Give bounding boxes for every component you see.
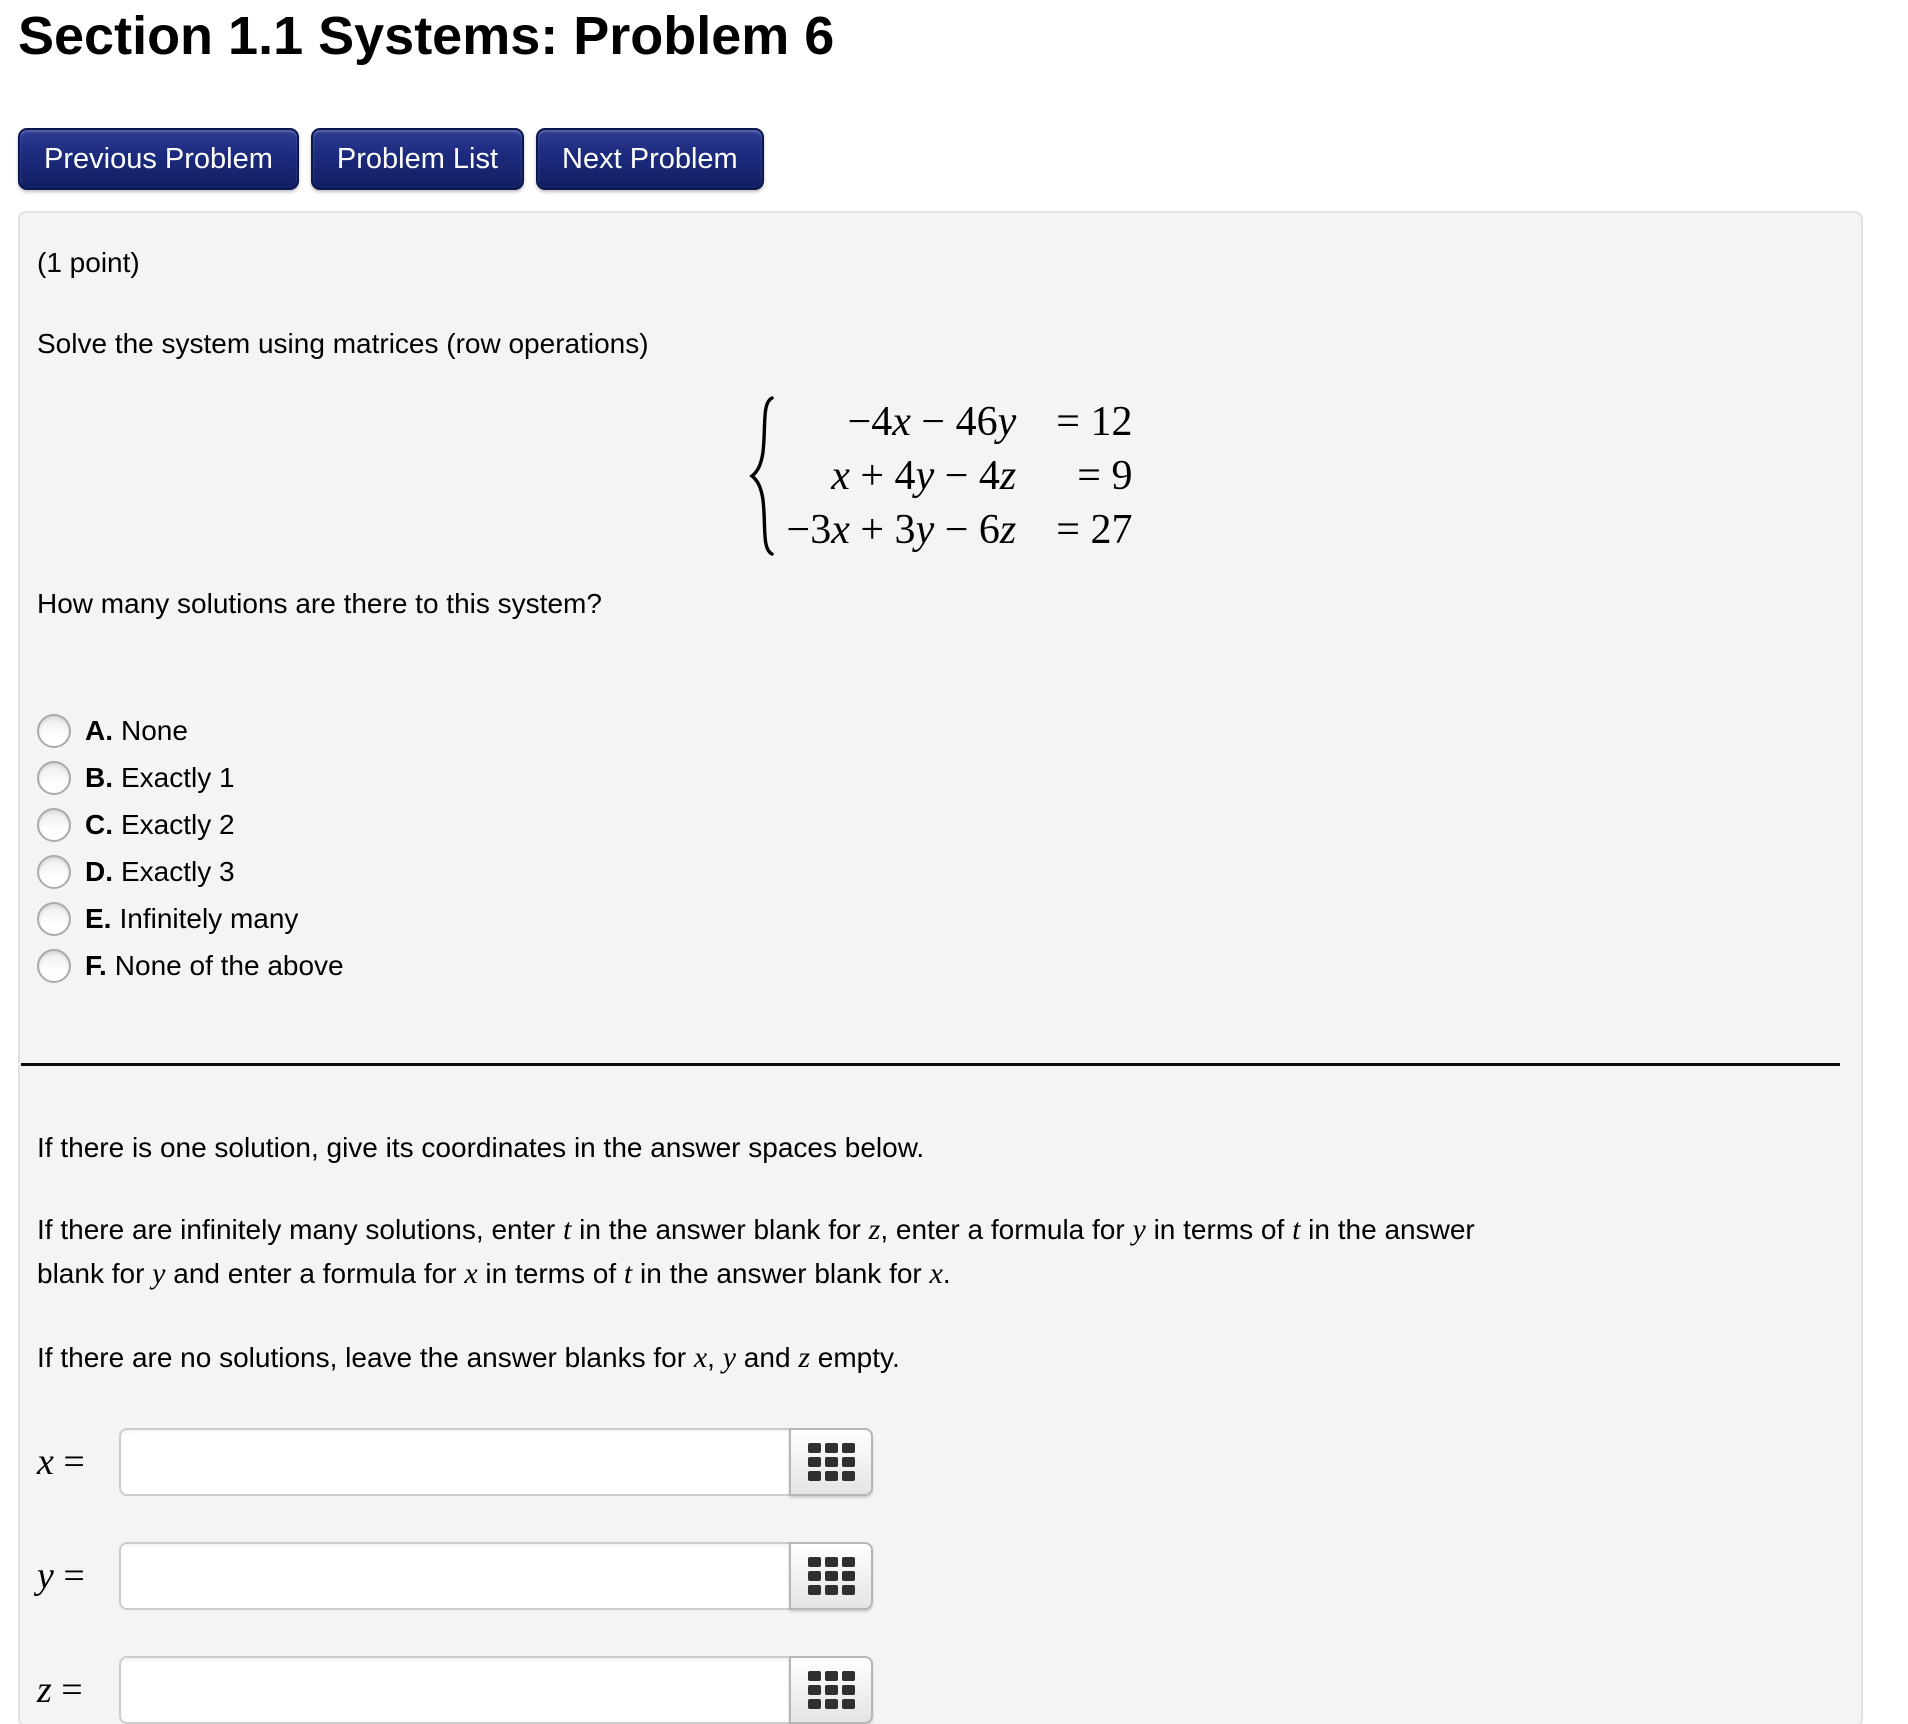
choice-label: None (121, 715, 188, 746)
choice-option-a[interactable] (37, 714, 1844, 748)
choice-option-f[interactable] (37, 949, 1844, 983)
choice-letter: E. (85, 903, 112, 934)
answer-label-x: x = (37, 1441, 85, 1483)
equation-rhs: = 9 (1077, 453, 1133, 499)
answer-row-x (37, 1426, 1844, 1498)
page-title: Section 1.1 Systems: Problem 6 (18, 6, 835, 66)
next-problem-button[interactable]: Next Problem (536, 128, 764, 190)
answer-input-y[interactable] (119, 1542, 791, 1610)
radio-button-b[interactable] (37, 761, 71, 795)
keypad-button-z[interactable] (789, 1656, 873, 1724)
equation-rhs: = 27 (1056, 507, 1133, 553)
choice-label: None of the above (114, 950, 344, 981)
section-divider (21, 1063, 1840, 1066)
equation-lhs: −3x + 3y − 6z (786, 507, 1017, 553)
choice-letter: C. (85, 809, 113, 840)
system-brace-icon (749, 396, 779, 556)
equation-rhs: = 12 (1056, 399, 1133, 445)
equation-system (37, 396, 1844, 556)
choice-label: Infinitely many (119, 903, 299, 934)
radio-button-d[interactable] (37, 855, 71, 889)
choice-letter: D. (85, 856, 113, 887)
previous-problem-button[interactable]: Previous Problem (18, 128, 299, 190)
problem-list-button[interactable]: Problem List (311, 128, 524, 190)
answer-input-x[interactable] (119, 1428, 791, 1496)
radio-button-e[interactable] (37, 902, 71, 936)
choice-option-b[interactable] (37, 761, 1844, 795)
keypad-grid-icon (808, 1443, 855, 1481)
choice-label: Exactly 1 (121, 762, 235, 793)
keypad-button-y[interactable] (789, 1542, 873, 1610)
choice-label: Exactly 3 (121, 856, 235, 887)
problem-instruction: Solve the system using matrices (row operations) (37, 328, 649, 359)
choice-option-c[interactable] (37, 808, 1844, 842)
question-text: How many solutions are there to this system? (37, 588, 602, 619)
points-label: (1 point) (37, 247, 140, 278)
problem-panel (18, 211, 1863, 1724)
infinite-solutions-paragraph: If there are infinitely many solutions, enter t in the answer blank for z, enter a formula for y in terms of t in the answer blank for y and enter a formula for x in terms of t in the answer blank for x. (37, 1213, 1475, 1290)
answer-label-y: y = (37, 1555, 85, 1597)
choice-letter: A. (85, 715, 113, 746)
choice-option-e[interactable] (37, 902, 1844, 936)
choice-letter: F. (85, 950, 107, 981)
no-solutions-paragraph: If there are no solutions, leave the answer blanks for x, y and z empty. (37, 1341, 900, 1374)
one-solution-paragraph: If there is one solution, give its coordinates in the answer spaces below. (37, 1132, 925, 1163)
radio-button-f[interactable] (37, 949, 71, 983)
answer-blanks (37, 1426, 1844, 1724)
equation-grid (787, 399, 1133, 553)
keypad-grid-icon (808, 1557, 855, 1595)
radio-button-c[interactable] (37, 808, 71, 842)
choice-option-d[interactable] (37, 855, 1844, 889)
answer-row-y (37, 1540, 1844, 1612)
problem-navigation (18, 128, 1908, 190)
answer-input-z[interactable] (119, 1656, 791, 1724)
equation-lhs: x + 4y − 4z (831, 453, 1017, 499)
equation-lhs: −4x − 46y (847, 399, 1017, 445)
radio-button-a[interactable] (37, 714, 71, 748)
keypad-button-x[interactable] (789, 1428, 873, 1496)
choice-letter: B. (85, 762, 113, 793)
choice-label: Exactly 2 (121, 809, 235, 840)
keypad-grid-icon (808, 1671, 855, 1709)
answer-row-z (37, 1654, 1844, 1724)
answer-label-z: z = (37, 1669, 83, 1711)
choices-group (37, 714, 1844, 983)
